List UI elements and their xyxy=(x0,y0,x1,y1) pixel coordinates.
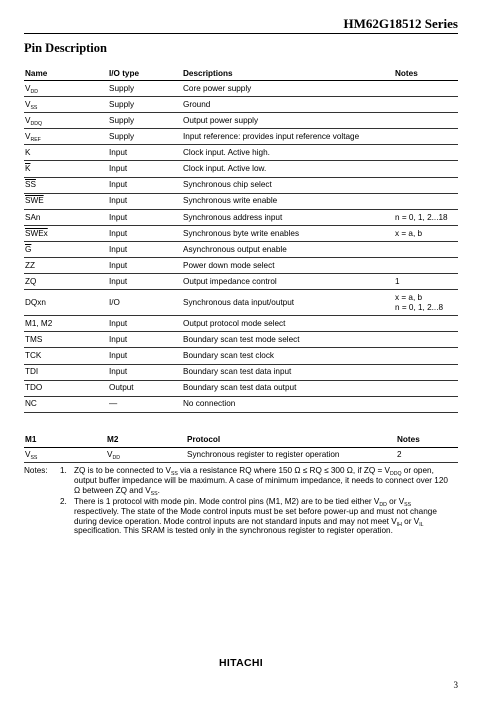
description-cell xyxy=(182,396,394,412)
header-rule xyxy=(24,33,458,34)
pin-name-cell xyxy=(24,193,108,209)
mode-protocol-table xyxy=(24,432,458,463)
pin-name-subscript: SS xyxy=(30,104,38,111)
pin-name: K xyxy=(25,148,31,158)
note-number: 1. xyxy=(60,466,67,475)
description: Clock input. Active high. xyxy=(183,148,270,158)
description-cell xyxy=(182,161,394,177)
mode-table-body xyxy=(24,448,458,463)
description: Ground xyxy=(183,99,211,109)
table-row xyxy=(24,448,458,463)
notes-cell xyxy=(394,97,458,113)
pin-name-cell xyxy=(24,129,108,145)
notes-cell xyxy=(394,209,458,225)
io-type-cell xyxy=(108,380,182,396)
io-type: Input xyxy=(109,335,128,345)
col-header-m1: M1 xyxy=(24,432,106,448)
description-cell xyxy=(182,348,394,364)
pin-name-cell xyxy=(24,332,108,348)
pin-name: TDO xyxy=(25,383,43,393)
description-cell xyxy=(182,364,394,380)
note-item xyxy=(24,466,454,496)
table-row xyxy=(24,129,458,145)
description: Synchronous byte write enables xyxy=(183,228,300,238)
table-row xyxy=(24,274,458,290)
io-type: Input xyxy=(109,164,128,174)
notes-cell xyxy=(394,113,458,129)
io-type: Input xyxy=(109,196,128,206)
pin-name: $\overline{SWE}$ xyxy=(25,196,44,206)
m2-subscript: DD xyxy=(112,455,120,462)
notes-cell xyxy=(394,290,458,316)
note-text: ZQ is to be connected to $V_{SS}$ via a resistance RQ where 150 Ω ≤ RQ ≤ 300 Ω, if ZQ = $V_{DDQ}$ or open, output buffer impedance will be maximum. A case of minimum impedance, it needs to connect over 120 Ω between ZQ and $V_{SS}$. xyxy=(74,466,448,497)
pin-name: $\overline{G}$ xyxy=(25,244,32,254)
mode-table-header-row xyxy=(24,432,458,448)
io-type-cell xyxy=(108,348,182,364)
io-type: Supply xyxy=(109,83,135,93)
col-header-io-type: I/O type xyxy=(108,66,182,81)
io-type-cell xyxy=(108,241,182,257)
m2-cell xyxy=(106,448,186,463)
table-row xyxy=(24,97,458,113)
io-type-cell xyxy=(108,113,182,129)
pin-name-cell xyxy=(24,316,108,332)
col-header-mode-notes: Notes xyxy=(396,432,458,448)
io-type: Input xyxy=(109,319,128,329)
m1-value: V xyxy=(25,450,31,460)
description-cell xyxy=(182,97,394,113)
io-type: Input xyxy=(109,276,128,286)
io-type-cell xyxy=(108,129,182,145)
io-type-cell xyxy=(108,97,182,113)
notes-cell xyxy=(394,145,458,161)
description: Asynchronous output enable xyxy=(183,244,287,254)
io-type: Input xyxy=(109,260,128,270)
io-type-cell xyxy=(108,161,182,177)
pin-table-header-row xyxy=(24,66,458,81)
description: Output power supply xyxy=(183,115,259,125)
pin-name-cell xyxy=(24,364,108,380)
io-type: Input xyxy=(109,228,128,238)
pin-name-cell xyxy=(24,348,108,364)
notes-cell xyxy=(394,241,458,257)
table-row xyxy=(24,225,458,241)
description-cell xyxy=(182,380,394,396)
io-type: Supply xyxy=(109,132,135,142)
note-number: 2. xyxy=(60,496,67,506)
notes-section xyxy=(24,466,454,536)
pin-name-cell xyxy=(24,161,108,177)
col-header-protocol: Protocol xyxy=(186,432,396,448)
table-row xyxy=(24,364,458,380)
description-cell xyxy=(182,290,394,316)
io-type: Input xyxy=(109,180,128,190)
pin-name-subscript: DD xyxy=(30,88,38,95)
pin-name: ZQ xyxy=(25,276,37,286)
io-type: Supply xyxy=(109,115,135,125)
notes-cell xyxy=(394,258,458,274)
pin-name: V xyxy=(25,115,31,125)
table-row xyxy=(24,258,458,274)
table-row xyxy=(24,348,458,364)
pin-name: TDI xyxy=(25,367,39,377)
note-text: There is 1 protocol with mode pin. Mode control pins (M1, M2) are to be tied either $V_{DD}$ or $V_{SS}$ respectively. The state of the Mode control inputs must be set before power-up and must not change during device operation. Mode control inputs are not standard inputs and may not meet $V_{IH}$ or $V_{IL}$ specification. This SRAM is tested only in the synchronous register to register operation. xyxy=(74,496,437,536)
io-type: Output xyxy=(109,383,134,393)
pin-name-cell xyxy=(24,396,108,412)
pin-table-body xyxy=(24,81,458,413)
io-type: I/O xyxy=(109,297,120,307)
table-row xyxy=(24,316,458,332)
description: Output impedance control xyxy=(183,276,277,286)
pin-name-subscript: DDQ xyxy=(30,120,42,127)
notes-cell xyxy=(394,81,458,97)
pin-name-cell xyxy=(24,241,108,257)
pin-name: V xyxy=(25,132,31,142)
description-cell xyxy=(182,145,394,161)
notes-cell xyxy=(394,396,458,412)
pin-name-cell xyxy=(24,258,108,274)
description-cell xyxy=(182,177,394,193)
m1-cell xyxy=(24,448,106,463)
description: Boundary scan test data output xyxy=(183,383,297,393)
io-type: Input xyxy=(109,148,128,158)
description-cell xyxy=(182,332,394,348)
notes-value: x = a, b xyxy=(395,228,423,238)
io-type-cell xyxy=(108,364,182,380)
protocol-value: Synchronous register to register operation xyxy=(187,450,340,460)
notes-cell xyxy=(394,161,458,177)
description: Core power supply xyxy=(183,83,252,93)
notes-value: x = a, b xyxy=(395,293,423,303)
mode-notes-value: 2 xyxy=(397,450,402,460)
pin-name: $\overline{K}$ xyxy=(25,164,31,174)
description-cell xyxy=(182,241,394,257)
description: Synchronous data input/output xyxy=(183,297,295,307)
description-cell xyxy=(182,81,394,97)
description: Synchronous address input xyxy=(183,212,283,222)
description-cell xyxy=(182,193,394,209)
pin-name-cell xyxy=(24,380,108,396)
io-type-cell xyxy=(108,332,182,348)
table-row xyxy=(24,145,458,161)
notes-label: Notes: xyxy=(24,466,48,475)
mode-notes-cell xyxy=(396,448,458,463)
notes-value-line2: n = 0, 1, 2...8 xyxy=(395,302,444,312)
io-type: Input xyxy=(109,212,128,222)
io-type: Input xyxy=(109,367,128,377)
col-header-m2: M2 xyxy=(106,432,186,448)
io-type-cell xyxy=(108,225,182,241)
notes-cell xyxy=(394,348,458,364)
table-row xyxy=(24,332,458,348)
description-cell xyxy=(182,258,394,274)
table-row xyxy=(24,81,458,97)
pin-name-cell xyxy=(24,113,108,129)
col-header-name: Name xyxy=(24,66,108,81)
description: Boundary scan test mode select xyxy=(183,335,300,345)
notes-value: n = 0, 1, 2...18 xyxy=(395,212,448,222)
pin-name: DQxn xyxy=(25,297,46,307)
pin-description-table xyxy=(24,66,458,413)
table-row xyxy=(24,113,458,129)
m1-subscript: SS xyxy=(30,455,38,462)
protocol-cell xyxy=(186,448,396,463)
section-title: Pin Description xyxy=(24,41,107,55)
pin-name-cell xyxy=(24,177,108,193)
description-cell xyxy=(182,274,394,290)
description: Boundary scan test clock xyxy=(183,351,275,361)
description: Power down mode select xyxy=(183,260,275,270)
pin-name: SWEx xyxy=(25,228,48,238)
pin-name: NC xyxy=(25,399,37,409)
description: Output protocol mode select xyxy=(183,319,286,329)
hitachi-logo: HITACHI xyxy=(219,657,263,669)
io-type-cell xyxy=(108,193,182,209)
notes-cell xyxy=(394,177,458,193)
table-row xyxy=(24,193,458,209)
pin-name: TMS xyxy=(25,335,43,345)
notes-cell xyxy=(394,225,458,241)
notes-cell xyxy=(394,316,458,332)
io-type-cell xyxy=(108,316,182,332)
m2-value: V xyxy=(107,450,113,460)
pin-name-cell xyxy=(24,145,108,161)
io-type-cell xyxy=(108,177,182,193)
pin-name-subscript: REF xyxy=(30,137,41,144)
io-type: Input xyxy=(109,244,128,254)
pin-name-cell xyxy=(24,225,108,241)
description: Boundary scan test data input xyxy=(183,367,292,377)
io-type-cell xyxy=(108,258,182,274)
pin-name-cell xyxy=(24,97,108,113)
col-header-descriptions: Descriptions xyxy=(182,66,394,81)
io-type-cell xyxy=(108,274,182,290)
io-type-cell xyxy=(108,290,182,316)
col-header-notes: Notes xyxy=(394,66,458,81)
table-row xyxy=(24,396,458,412)
description-cell xyxy=(182,209,394,225)
pin-name: SAn xyxy=(25,212,41,222)
table-row xyxy=(24,177,458,193)
io-type-cell xyxy=(108,396,182,412)
pin-name: V xyxy=(25,83,31,93)
description: No connection xyxy=(183,399,236,409)
description-cell xyxy=(182,129,394,145)
pin-name: ZZ xyxy=(25,260,36,270)
table-row xyxy=(24,241,458,257)
description-cell xyxy=(182,113,394,129)
notes-cell xyxy=(394,193,458,209)
description: Input reference: provides input reference voltage xyxy=(183,132,360,142)
description-cell xyxy=(182,316,394,332)
pin-name: TCK xyxy=(25,351,42,361)
pin-name-cell xyxy=(24,209,108,225)
description-cell xyxy=(182,225,394,241)
pin-name: M1, M2 xyxy=(25,319,53,329)
io-type-cell xyxy=(108,81,182,97)
description: Clock input. Active low. xyxy=(183,164,267,174)
pin-name-cell xyxy=(24,81,108,97)
table-row xyxy=(24,209,458,225)
notes-cell xyxy=(394,274,458,290)
pin-name: V xyxy=(25,99,31,109)
table-row xyxy=(24,290,458,316)
io-type: Input xyxy=(109,351,128,361)
note-item xyxy=(24,497,454,537)
notes-cell xyxy=(394,129,458,145)
pin-name-cell xyxy=(24,290,108,316)
io-type: — xyxy=(109,399,118,409)
page-number: 3 xyxy=(453,680,458,690)
notes-cell xyxy=(394,380,458,396)
io-type: Supply xyxy=(109,99,135,109)
description: Synchronous write enable xyxy=(183,196,278,206)
table-row xyxy=(24,380,458,396)
notes-cell xyxy=(394,364,458,380)
pin-name-cell xyxy=(24,274,108,290)
io-type-cell xyxy=(108,209,182,225)
description: Synchronous chip select xyxy=(183,180,272,190)
io-type-cell xyxy=(108,145,182,161)
table-row xyxy=(24,161,458,177)
notes-value: 1 xyxy=(395,276,400,286)
series-title: HM62G18512 Series xyxy=(343,16,458,31)
notes-cell xyxy=(394,332,458,348)
pin-name: $\overline{SS}$ xyxy=(25,180,36,190)
